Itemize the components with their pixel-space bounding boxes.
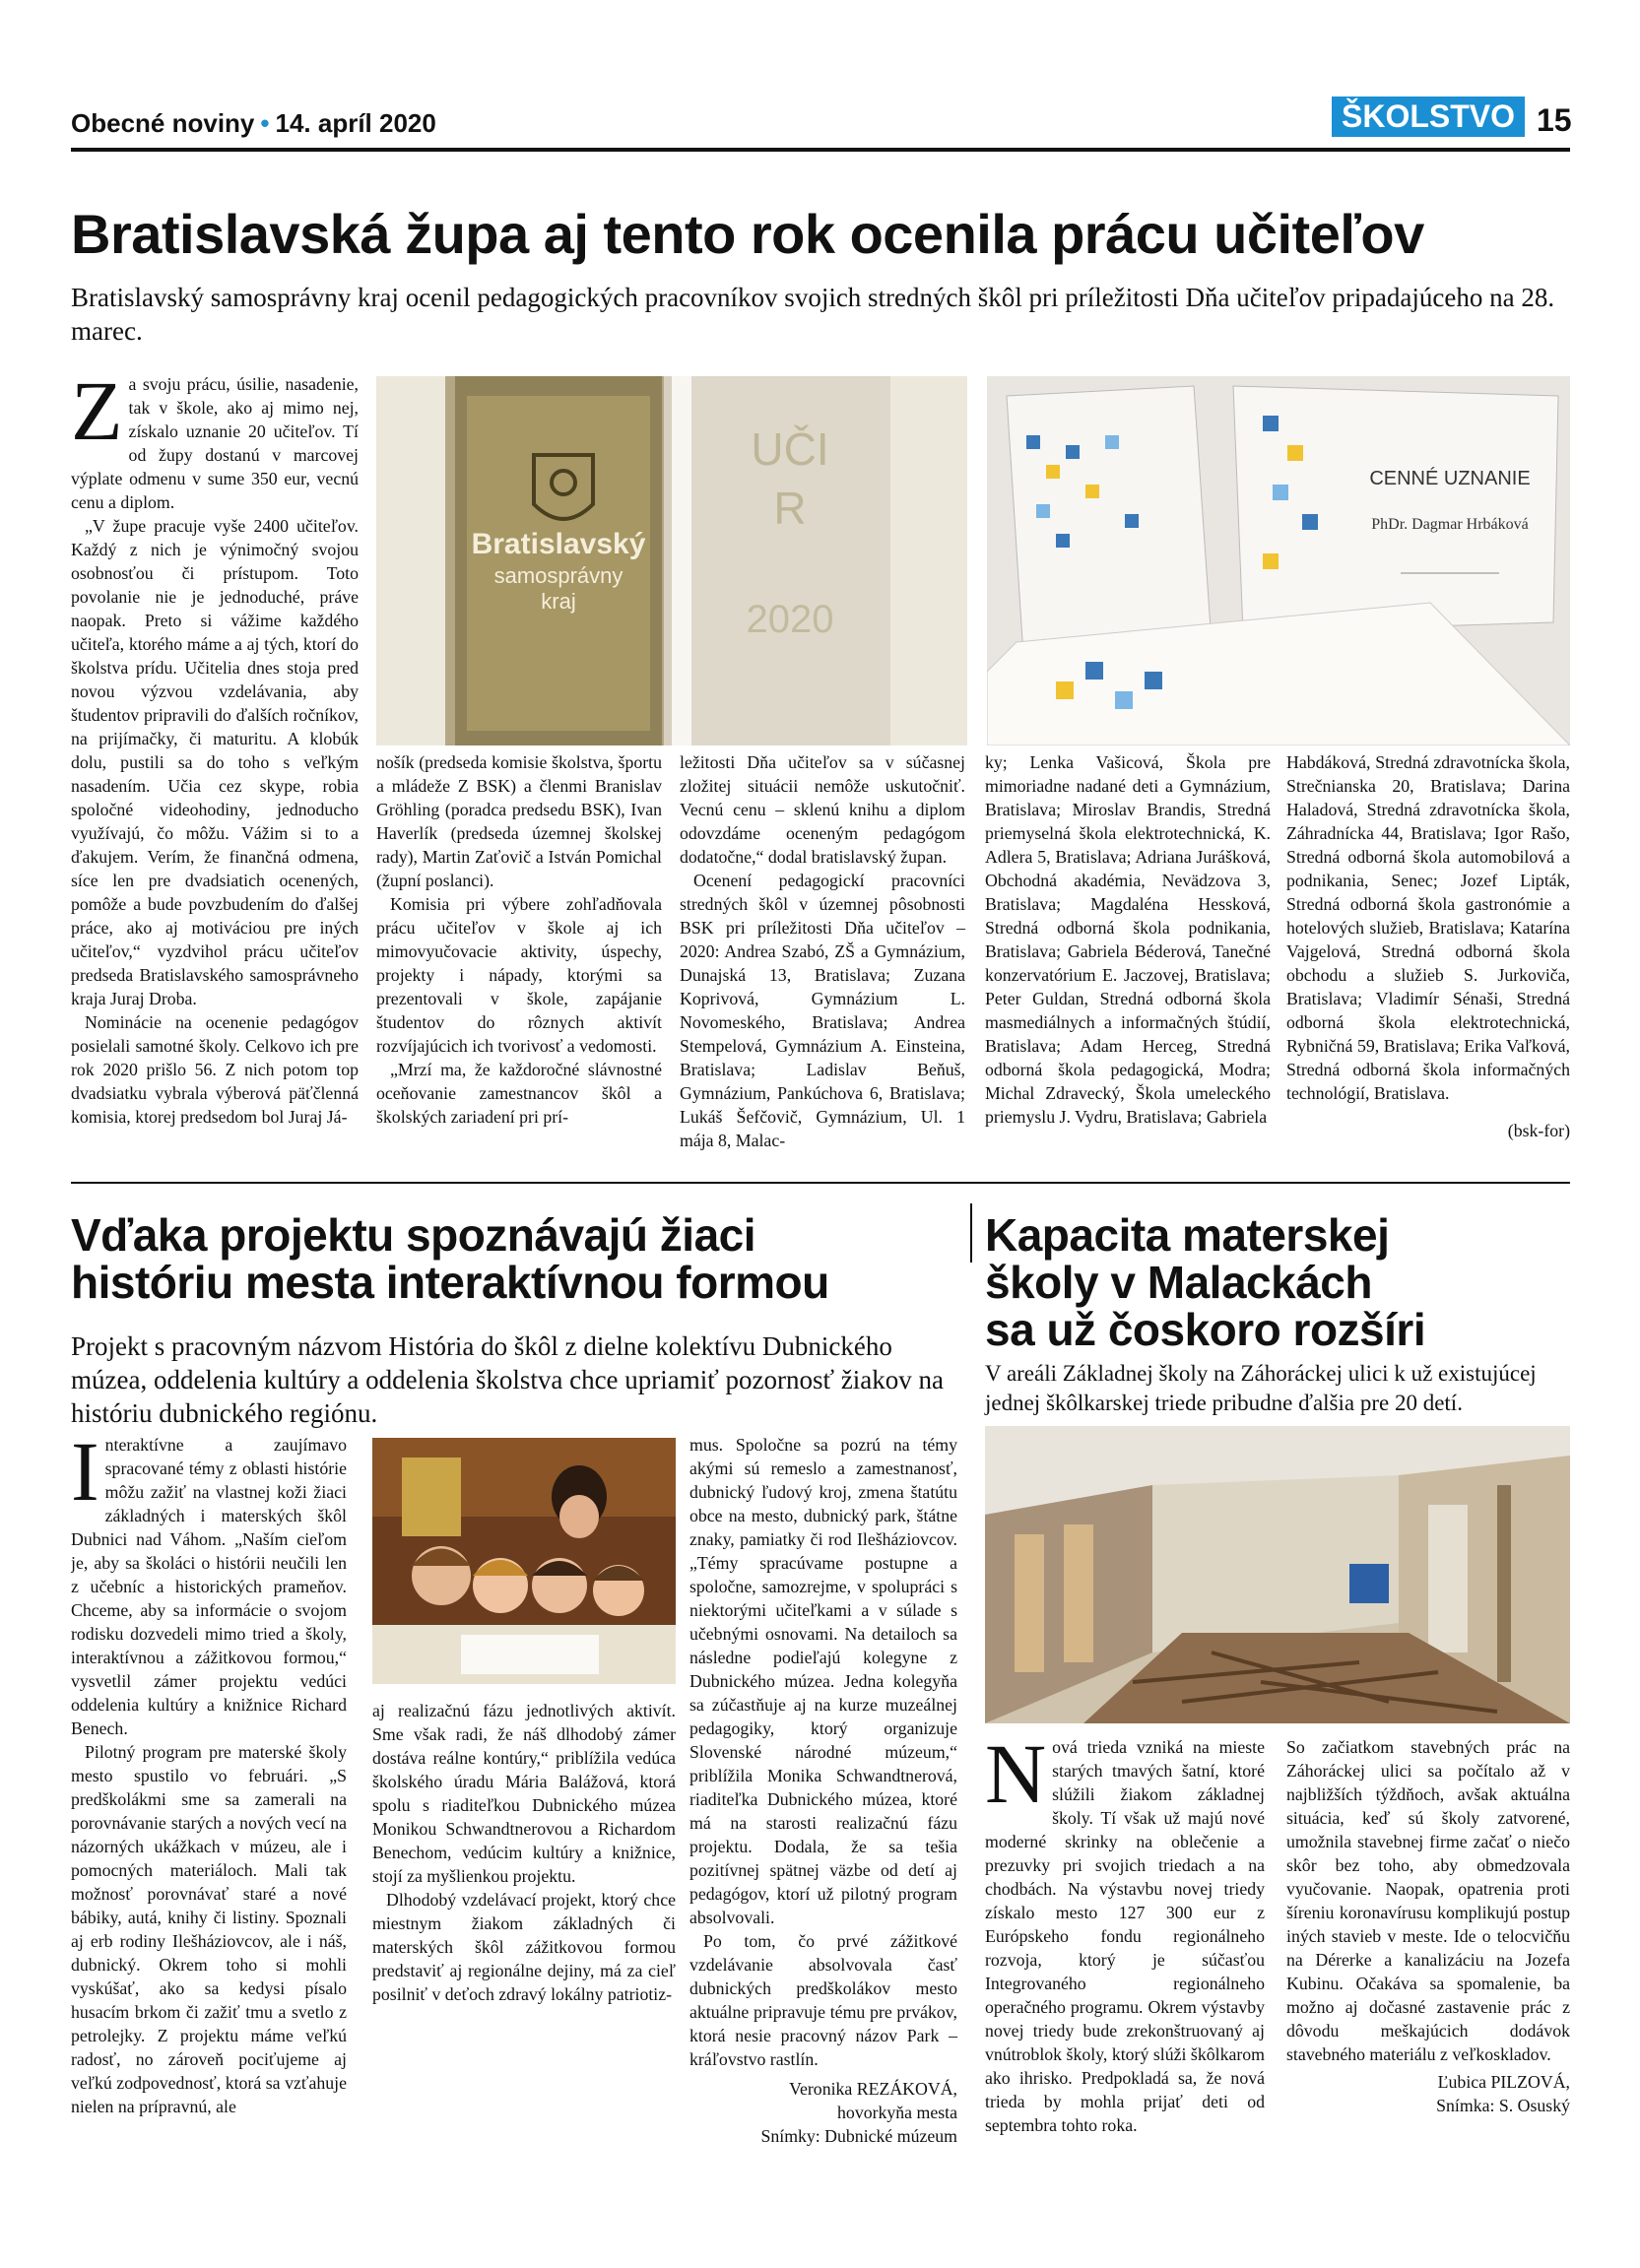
article3-column-1	[985, 1726, 1265, 2137]
article3-title-line: školy v Malackách	[985, 1257, 1372, 1308]
article2-title	[71, 1211, 957, 1306]
article2-paragraph: aj realizačnú fázu jednotlivých aktivít. Sme však radi, že náš dlhodobý zámer dostáva reálne kontúry,“ priblížila vedúca školského úradu Mária Balážová, ktorá spolu s riaditeľkou Dubnického múzea Monikou Schwandtnerovou a Richardom Benechom, vedúcim kultúry a knižnice, stojí za myšlienkou projektu.	[372, 1701, 676, 1886]
drop-cap: I	[71, 1433, 99, 1519]
article2-author-role: hovorkyňa mesta	[837, 2103, 957, 2122]
issue-date: 14. apríl 2020	[275, 108, 436, 138]
article1-column-1	[71, 372, 359, 1150]
article2-paragraph: Po tom, čo prvé zážitkové vzdelávanie absolvovala časť dubnických predškolákov mesto aktuálne pripravuje tému pre prvákov, ktorá nesie pracovný názov Park – kráľovstvo rastlín.	[689, 1931, 957, 2069]
article2-paragraph: mus. Spoločne sa pozrú na témy akými sú remeslo a zamestnanosť, dubnický ľudový kroj, zmena štatútu obce na mesto, dubnický park, štátne znaky, pamiatky či rod Ilešháziovcov. „Témy spracúvame postupne a spoločne, samozrejme, v spolupráci s niektorými učiteľkami a v súlade s učebnými osnovami. Na detailoch sa následne podieľajú kolegyne z Dubnického múzea. Jedna kolegyňa sa zúčastňuje aj na kurze muzeálnej pedagogiky, ktorý organizuje Slovenské národné múzeum,“ priblížila Monika Schwandtnerová, riaditeľka Dubnického múzea, ktoré má na starosti realizačnú fázu projektu. Dodala, že sa tešia pozitívnej spätnej väzbe od detí aj pedagógov, ktorí už pilotný program absolvovali.	[689, 1435, 957, 1927]
article1-column-5	[1286, 750, 1570, 1142]
article-divider	[71, 1182, 1570, 1184]
svg-text:R: R	[773, 483, 807, 534]
article3-lead: V areáli Základnej školy na Záhoráckej ulici k už existujúcej jednej škôlkarskej triede pribudne ďalšia pre 20 detí.	[985, 1361, 1537, 1415]
article3-text: ová trieda vzniká na mieste starých tmavých šatní, ktoré slúžili žiakom základnej školy. Tí však už majú nové moderné skrinky na oblečenie a prezuvky pri svojich triedach a na chodbách. Na výstavbu novej triedy získalo mesto 127 300 eur z Európskeho fondu regionálneho rozvoja, ktorý je súčasťou Integrovaného regionálneho operačného programu. Okrem výstavby novej triedy bude zrekonštruovaný aj vnútroblok školy, ktorý slúži škôlkarom ako ihrisko. Predpokladá sa, že nová trieda by mohla prijať deti od septembra tohto roka.	[985, 1737, 1265, 2135]
article2-column-2	[372, 1699, 676, 2006]
column-divider	[970, 1203, 972, 1263]
article1-column-4	[985, 750, 1271, 1129]
article1-paragraph: Nominácie na ocenenie pedagógov posielali samotné školy. Celkovo ich pre rok 2020 prišlo 56. Z nich potom top dvadsiatku vybrala výberová päťčlenná komisia, ktorej predsedom bol Juraj Já-	[71, 1012, 359, 1127]
article1-paragraph: Komisia pri výbere zohľadňovala prácu učiteľov v škole aj ich mimovyučovacie aktivity, úspechy, projekty i nápady, ktorými sa prezentovali v škole, zapájanie študentov do rôznych aktivít rozvíjajúcich ich tvorivosť a vedomosti.	[376, 894, 662, 1056]
award-glass-label: Bratislavský	[471, 528, 646, 560]
section-tag: ŠKOLSTVO	[1332, 97, 1525, 137]
svg-text:UČI: UČI	[751, 423, 829, 475]
article2-lead: Projekt s pracovným názvom História do škôl z dielne kolektívu Dubnického múzea, oddelenia kultúry a oddelenia školstva chce upriamiť pozornosť žiakov na históriu dubnického regiónu.	[71, 1331, 945, 1428]
article2-paragraph: Pilotný program pre materské školy mesto spustilo vo februári. „S predškolákmi sme sa zamerali na porovnávanie starých a nových vecí na názorných ukážkach v múzeu, ale i pomocných materiáloch. Mali tak možnosť porovnávať staré a nové bábiky, autá, knihy či listiny. Spoznali aj erb rodiny Ilešháziovcov, ale i náš, dubnický. Okrem toho si mohli vyskúšať, ako sa kedysi písalo husacím brkom či zažiť tmu a svetlo z petrolejky. Z projektu máme veľkú radosť, no zároveň pociťujeme aj veľkú zodpovednosť, ktorá sa vzťahuje nielen na prípravnú, ale	[71, 1742, 347, 2116]
children-museum-illustration	[372, 1438, 676, 1684]
separator-dot: •	[260, 108, 270, 138]
article2-column-1	[71, 1433, 347, 2191]
diploma-name: PhDr. Dagmar Hrbáková	[1371, 516, 1529, 533]
article1-text: a svoju prácu, úsilie, nasadenie, tak v škole, ako aj mimo nej, získalo uznanie 20 učiteľov. Tí od župy dostanú v marcovej výplate odmenu v sume 350 eur, vecnú cenu a diplom.	[71, 374, 359, 512]
drop-cap: N	[985, 1726, 1047, 1821]
publication-name: Obecné noviny	[71, 108, 255, 138]
award-glass-illustration	[376, 376, 967, 745]
article3-title-line: Kapacita materskej	[985, 1209, 1390, 1261]
article2-paragraph: Dlhodobý vzdelávací projekt, ktorý chce miestnym žiakom základných či materských škôl zážitkovou formou predstaviť aj regionálne dejiny, má za cieľ posilniť v deťoch zdravý lokálny patriotiz-	[372, 1890, 676, 2004]
svg-text:kraj: kraj	[541, 589, 576, 614]
header-rule	[71, 148, 1570, 152]
award-glass-photo	[376, 376, 967, 745]
article1-column-3	[680, 750, 965, 1152]
masthead	[71, 108, 436, 139]
article3-title-line: sa už čoskoro rozšíri	[985, 1304, 1426, 1355]
svg-text:2020: 2020	[746, 598, 834, 641]
article3-column-2	[1286, 1735, 1570, 2117]
article1-paragraph: ležitosti Dňa učiteľov sa v súčasnej zložitej situácii nemôže uskutočniť. Vecnú cenu – sklenú knihu a diplom odovzdáme oceneným pedagógom dodatočne,“ dodal bratislavský župan.	[680, 752, 965, 867]
article1-credit: (bsk-for)	[1507, 1121, 1570, 1140]
article1-paragraph: „Mrzí ma, že každoročné slávnostné oceňovanie zamestnancov škôl a školských zariadení pri prí-	[376, 1060, 662, 1127]
drop-cap: Z	[71, 372, 123, 458]
article2-text: nteraktívne a zaujímavo spracované témy z oblasti histórie môžu zažiť na vlastnej koži žiaci základných i materských škôl Dubnici nad Váhom. „Naším cieľom je, aby sa školáci o histórii neučili len z učebníc a historických prameňov. Chceme, aby sa informácie o svojom rodisku dozvedeli mimo tried a školy, interaktívnou a zážitkovou formou,“ vysvetlil zámer projektu vedúci oddelenia kultúry a knižnice Richard Benech.	[71, 1435, 347, 1738]
article1-paragraph: Ocenení pedagogickí pracovníci stredných škôl v územnej pôsobnosti BSK pri príležitosti Dňa učiteľov – 2020: Andrea Szabó, ZŠ a Gymnázium, Dunajská 13, Bratislava; Zuzana Koprivová, Gymnázium L. Novomeského, Bratislava; Andrea Stempelová, Gymnázium A. Einsteina, Bratislava; Ladislav Beňuš, Gymnázium, Pankúchova 6, Bratislava; Lukáš Šefčovič, Gymnázium, Ul. 1 mája 8, Malac-	[680, 871, 965, 1150]
article2-title-line: históriu mesta interaktívnou formou	[71, 1257, 829, 1308]
article2-photo-credit: Snímky: Dubnické múzeum	[760, 2126, 957, 2146]
svg-text:samosprávny: samosprávny	[493, 563, 623, 588]
article1-lead: Bratislavský samosprávny kraj ocenil pedagogických pracovníkov svojich stredných škôl pri príležitosti Dňa učiteľov pripadajúceho na 28. marec.	[71, 283, 1555, 346]
article2-author: Veronika REZÁKOVÁ,	[789, 2079, 957, 2099]
page-number: 15	[1537, 102, 1572, 138]
article1-paragraph: ky; Lenka Vašicová, Škola pre mimoriadne nadané deti a Gymnázium, Bratislava; Miroslav Brandis, Stredná priemyselná škola elektrotechnická, K. Adlera 5, Bratislava; Adriana Jurášková, Obchodná akadémia, Nevädzova 3, Bratislava; Magdaléna Hessková, Stredná odborná škola podnikania, Bratislava; Gabriela Béderová, Tanečné konzervatórium E. Jaczovej, Bratislava; Peter Guldan, Stredná odborná škola masmediálnych a informačných štúdií, Bratislava; Adam Herceg, Stredná odborná škola pedagogická, Modra; Michal Zdravecký, Škola umeleckého priemyslu J. Vydru, Bratislava; Gabriela	[985, 752, 1271, 1127]
diplomas-photo	[987, 376, 1570, 745]
children-museum-photo	[372, 1438, 676, 1684]
article1-paragraph: „V župe pracuje vyše 2400 učiteľov. Každý z nich je výnimočný svojou osobnosťou či prístupom. Toto povolanie nie je jednoduché, práve naopak. Preto si vážime každého učiteľa, ktorého máme a aj tých, ktorí do školstva prídu. Učitelia dnes stoja pred novou výzvou vzdelávania, aby študentov pripravili do ďalších ročníkov, na prijímačky, či maturitu. A klobúk dolu, pustili sa do toho s veľkým nasadením. Učia cez skype, robia spoločné videohodiny, jednoducho využívajú, čo môžu. Vážim si to a ďakujem. Verím, že finančná odmena, síce len pre dvadsiatich ocenených, pomôže a bude povzbudením do ďalšej práce, ako aj motiváciou pre iných učiteľov,“ vyzdvihol prácu učiteľov predseda Bratislavského samosprávneho kraja Juraj Droba.	[71, 516, 359, 1008]
article3-photo-credit: Snímka: S. Osuský	[1436, 2096, 1570, 2115]
article1-paragraph: Habdáková, Stredná zdravotnícka škola, Strečnianska 20, Bratislava; Darina Haladová, Stredná zdravotnícka škola, Záhradnícka 44, Bratislava; Igor Rašo, Stredná odborná škola automobilová a podnikania, Senec; Jozef Lipták, Stredná odborná škola gastronómie a hotelových služieb, Bratislava; Katarína Vajgelová, Stredná odborná škola obchodu a služieb S. Jurkoviča, Bratislava; Vladimír Sénaši, Stredná odborná škola elektrotechnická, Rybničná 59, Bratislava; Erika Vaľková, Stredná odborná škola informačných technológií, Bratislava.	[1286, 752, 1570, 1103]
classroom-construction-photo	[985, 1426, 1570, 1723]
classroom-construction-illustration	[985, 1426, 1570, 1723]
article3-author: Ľubica PILZOVÁ,	[1437, 2072, 1570, 2092]
article1-title: Bratislavská župa aj tento rok ocenila prácu učiteľov	[71, 203, 1424, 265]
article3-paragraph: So začiatkom stavebných prác na Záhoráckej ulici sa počítalo až v najbližších týždňoch, avšak aktuálna situácia, keď sú školy zatvorené, umožnila stavebnej firme začať o niečo skôr bez toho, aby obmedzovala vyučovanie. Naopak, opatrenia proti šíreniu koronavírusu komplikujú postup iných stavieb v meste. Ide o telocvičňu na Dérerke a kanalizáciu na Jozefa Kubinu. Očakáva sa spomalenie, ba možno aj dočasné zastavenie prác z dôvodu meškajúcich dodávok stavebného materiálu z veľkoskladov.	[1286, 1737, 1570, 2064]
article1-column-2	[376, 750, 662, 1129]
article3-title	[985, 1211, 1570, 1353]
article2-column-3	[689, 1433, 957, 2148]
article2-title-line: Vďaka projektu spoznávajú žiaci	[71, 1209, 756, 1261]
diplomas-illustration	[987, 376, 1570, 745]
article1-paragraph: nošík (predseda komisie školstva, športu a mládeže Z BSK) a členmi Branislav Gröhling (poradca predsedu BSK), Ivan Haverlík (predseda územnej školskej rady), Martin Zaťovič a István Pomichal (župní poslanci).	[376, 752, 662, 890]
diploma-heading: CENNÉ UZNANIE	[1369, 468, 1531, 489]
